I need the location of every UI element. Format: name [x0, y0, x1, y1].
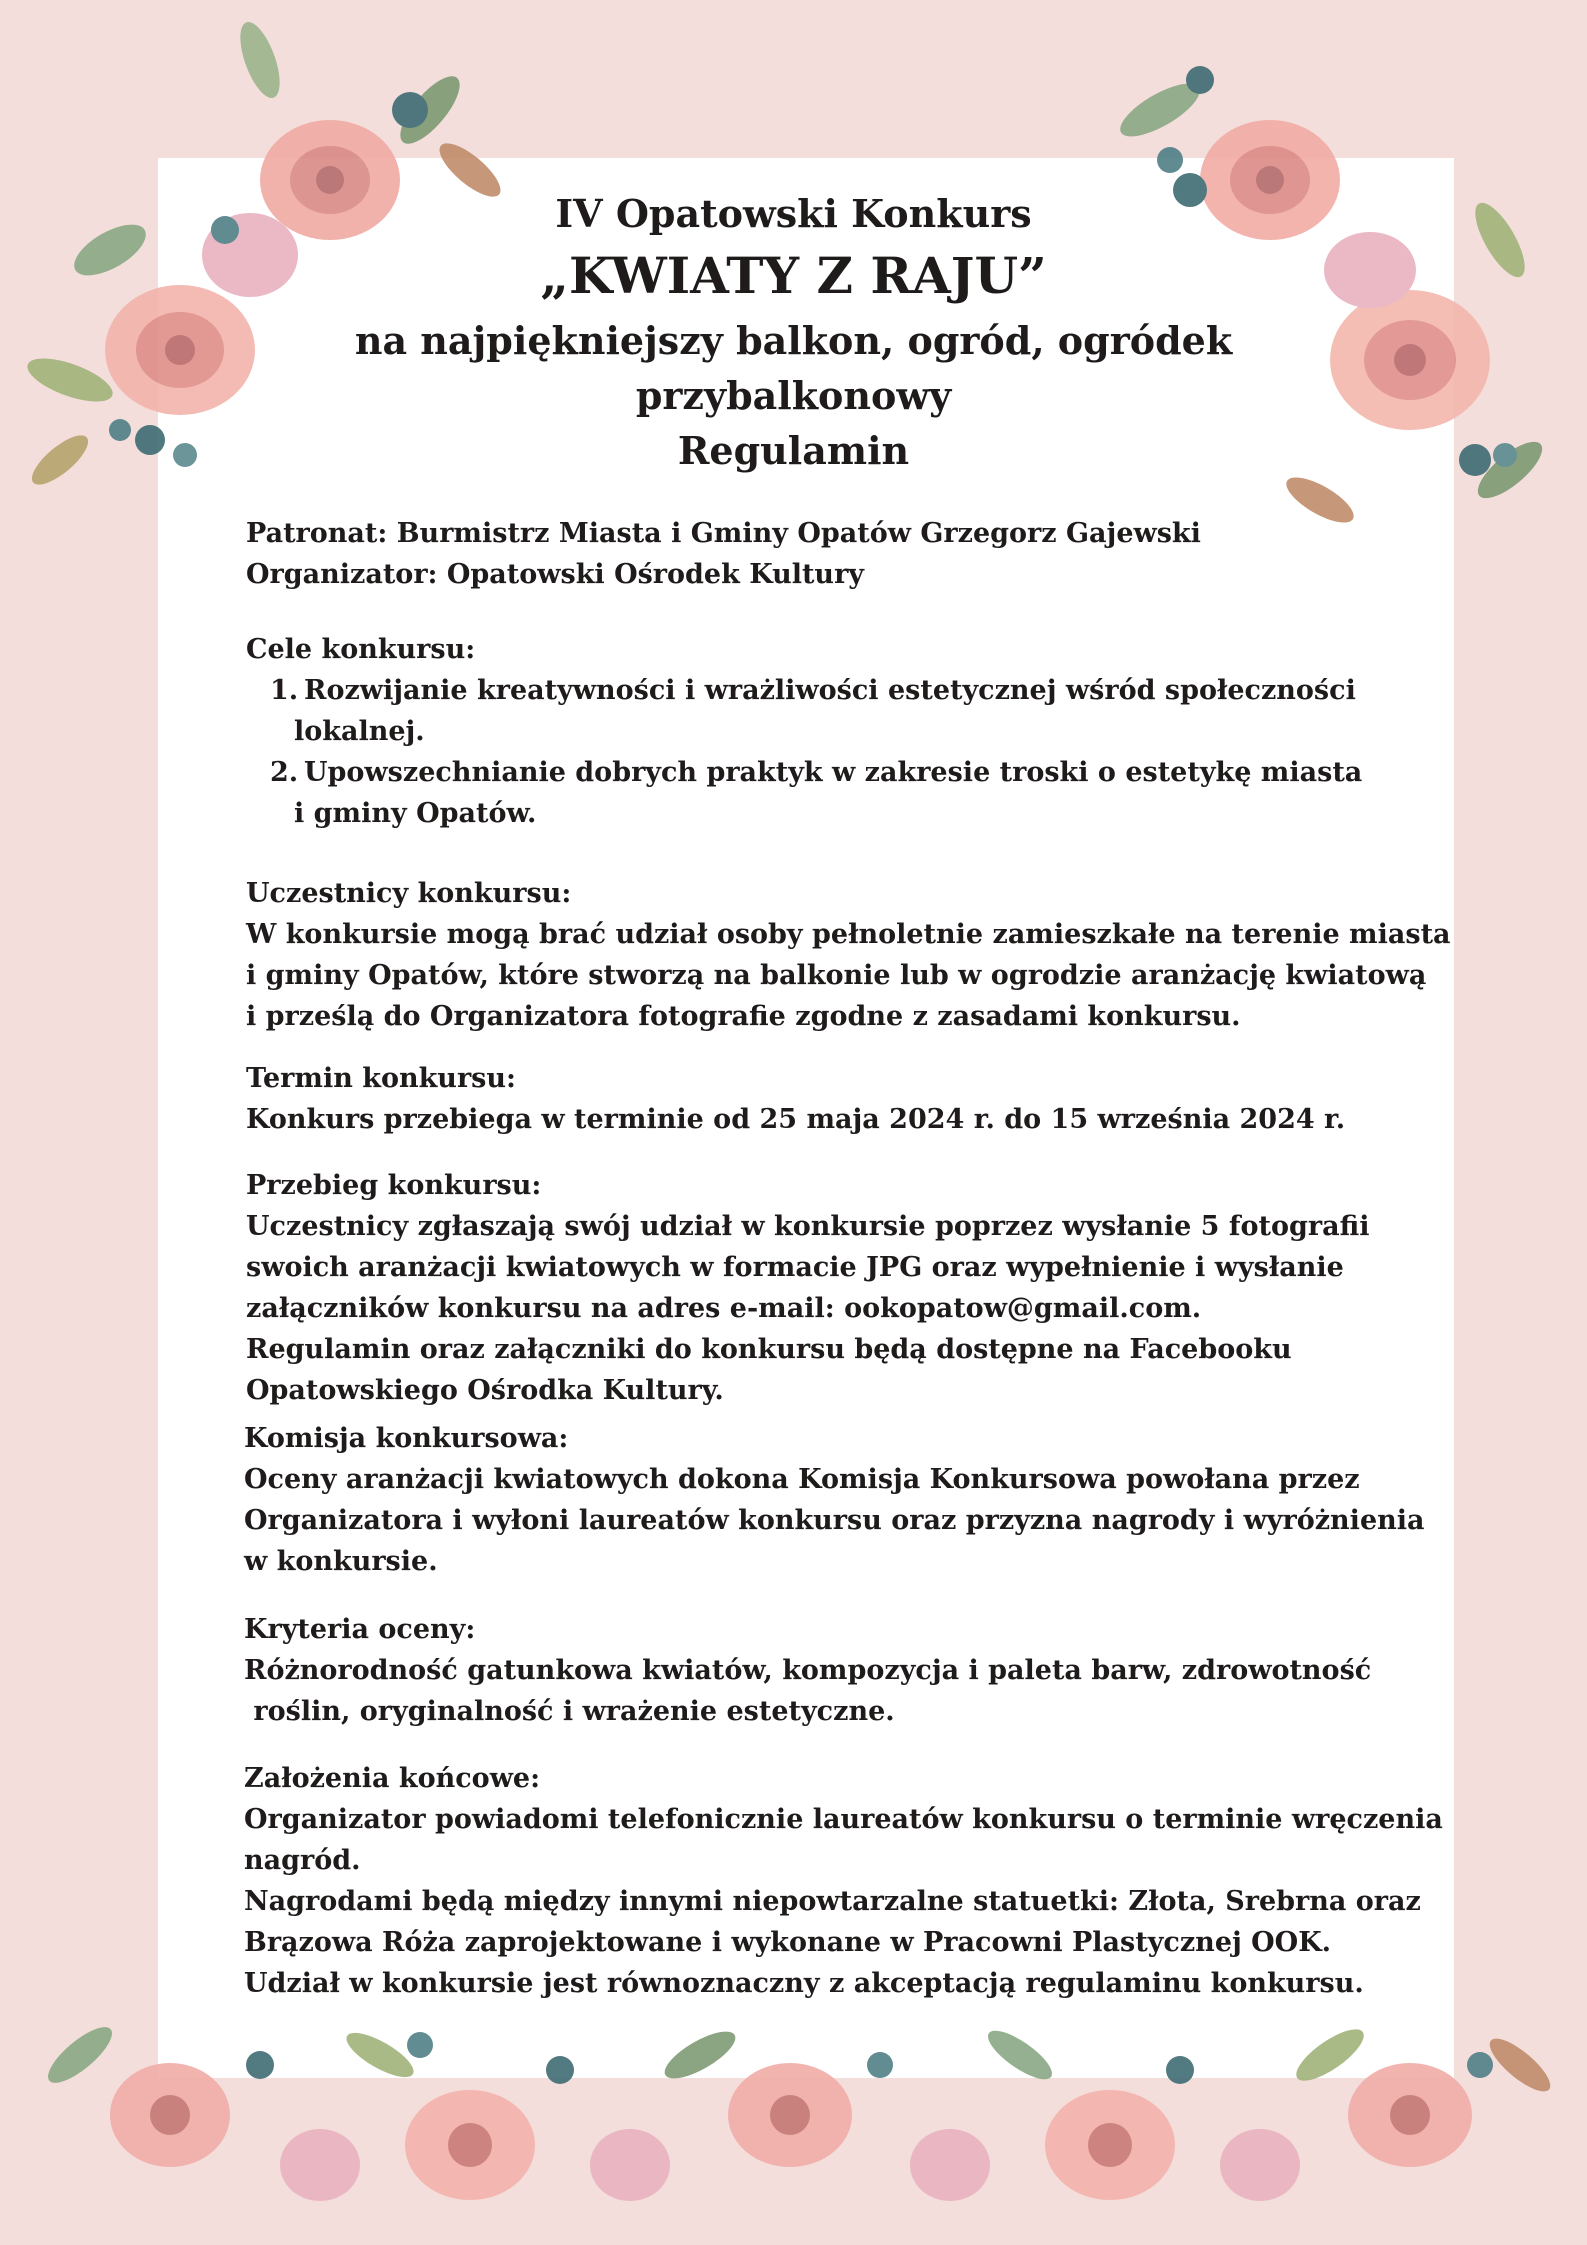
list-item-number: 2. [270, 757, 299, 788]
section-line: Nagrodami będą między innymi niepowtarzalne statuetki: Złota, Srebrna oraz [244, 1886, 1421, 1917]
section-line: i prześlą do Organizatora fotografie zgodne z zasadami konkursu. [246, 1001, 1241, 1032]
list-item-line: lokalnej. [294, 716, 425, 747]
section-line: Udział w konkursie jest równoznaczny z akceptacją regulaminu konkursu. [244, 1968, 1364, 1999]
section-line: Regulamin oraz załączniki do konkursu będą dostępne na Facebooku [246, 1334, 1292, 1365]
list-item [246, 670, 1446, 752]
section-line: Opatowskiego Ośrodka Kultury. [246, 1375, 724, 1406]
section-line: Brązowa Róża zaprojektowane i wykonane w Pracowni Plastycznej OOK. [244, 1927, 1332, 1958]
final-section [244, 1758, 1443, 2004]
section-line: w konkursie. [244, 1546, 438, 1577]
section-line: Uczestnicy zgłaszają swój udział w konkursie poprzez wysłanie 5 fotografii [246, 1211, 1370, 1242]
section-line: swoich aranżacji kwiatowych w formacie JPG oraz wypełnienie i wysłanie [246, 1252, 1344, 1283]
header-line-4: przybalkonowy [635, 373, 952, 418]
commission-section [244, 1418, 1425, 1582]
list-item-number: 1. [270, 675, 299, 706]
section-line: roślin, oryginalność i wrażenie estetyczne. [244, 1696, 895, 1727]
patronat-line: Patronat: Burmistrz Miasta i Gminy Opatów Grzegorz Gajewski [246, 518, 1201, 549]
section-heading: Założenia końcowe: [244, 1763, 541, 1794]
section-line: Różnorodność gatunkowa kwiatów, kompozycja i paleta barw, zdrowotność [244, 1655, 1372, 1686]
document-title: Regulamin [677, 428, 910, 473]
section-line: W konkursie mogą brać udział osoby pełnoletnie zamieszkałe na terenie miasta [246, 919, 1451, 950]
header-line-3: na najpiękniejszy balkon, ogród, ogródek [354, 318, 1233, 363]
section-line: nagród. [244, 1845, 361, 1876]
section-heading: Uczestnicy konkursu: [246, 878, 572, 909]
section-heading: Komisja konkursowa: [244, 1423, 569, 1454]
participants-section [246, 873, 1451, 1037]
list-item-line: Rozwijanie kreatywności i wrażliwości estetycznej wśród społeczności [304, 675, 1356, 706]
list-item [246, 752, 1446, 834]
section-line: Konkurs przebiega w terminie od 25 maja 2024 r. do 15 września 2024 r. [246, 1104, 1346, 1135]
section-line: Organizator powiadomi telefonicznie laureatów konkursu o terminie wręczenia [244, 1804, 1443, 1835]
criteria-section [244, 1609, 1394, 1732]
section-line: załączników konkursu na adres e-mail: ookopatow@gmail.com. [246, 1293, 1202, 1324]
section-line: i gminy Opatów, które stworzą na balkonie lub w ogrodzie aranżację kwiatową [246, 960, 1427, 991]
section-line: Organizatora i wyłoni laureatów konkursu oraz przyzna nagrody i wyróżnienia [244, 1505, 1425, 1536]
list-item-text [294, 752, 1363, 834]
section-line: Oceny aranżacji kwiatowych dokona Komisja Konkursowa powołana przez [244, 1464, 1360, 1495]
header-line-1: IV Opatowski Konkurs [555, 191, 1032, 236]
contest-name: „KWIATY Z RAJU” [540, 246, 1047, 305]
intro-block [246, 513, 1396, 595]
organizator-line: Organizator: Opatowski Ośrodek Kultury [246, 559, 864, 590]
course-section [246, 1165, 1396, 1411]
section-heading: Przebieg konkursu: [246, 1170, 542, 1201]
goals-heading: Cele konkursu: [246, 634, 476, 665]
term-section [246, 1058, 1396, 1140]
section-heading: Kryteria oceny: [244, 1614, 476, 1645]
list-item-line: Upowszechnianie dobrych praktyk w zakresie troski o estetykę miasta [304, 757, 1363, 788]
section-heading: Termin konkursu: [246, 1063, 516, 1094]
list-item-line: i gminy Opatów. [294, 798, 537, 829]
list-item-text [294, 670, 1356, 752]
goals-list [246, 670, 1446, 834]
